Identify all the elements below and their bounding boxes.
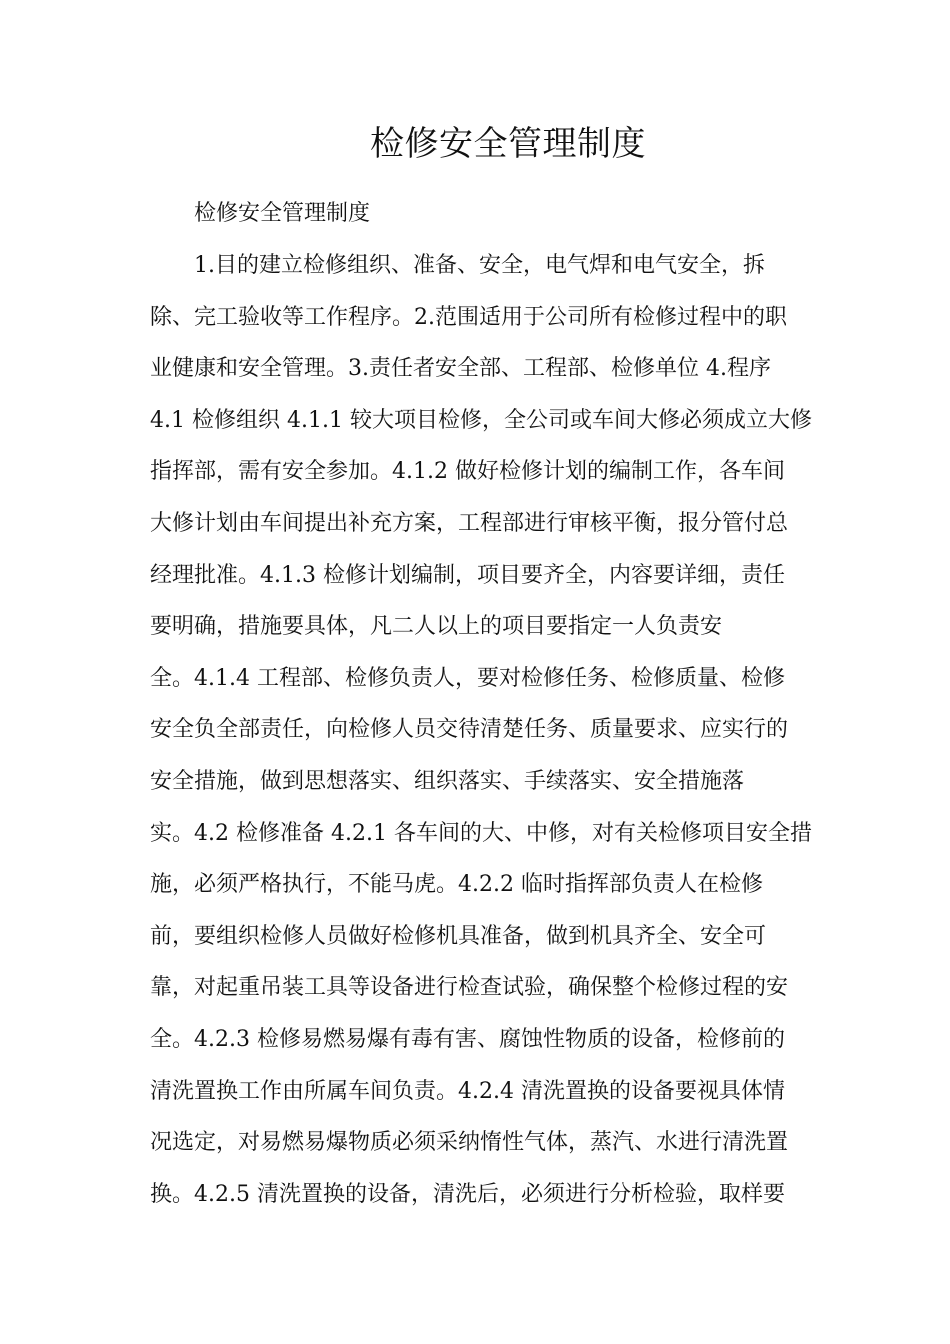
body-line: 要明确，措施要具体，凡二人以上的项目要指定一人负责安: [150, 614, 723, 640]
body-line: 经理批准。4.1.3 检修计划编制，项目要齐全，内容要详细，责任: [150, 562, 785, 588]
body-line: 实。4.2 检修准备 4.2.1 各车间的大、中修，对有关检修项目安全措: [150, 820, 812, 846]
body-line: 全。4.2.3 检修易燃易爆有毒有害、腐蚀性物质的设备，检修前的: [150, 1026, 785, 1052]
body-line: 除、完工验收等工作程序。2.范围适用于公司所有检修过程中的职: [150, 304, 787, 330]
body-line: 换。4.2.5 清洗置换的设备，清洗后，必须进行分析检验，取样要: [150, 1181, 785, 1207]
body-line: 前，要组织检修人员做好检修机具准备，做到机具齐全、安全可: [150, 923, 767, 949]
body-line: 靠，对起重吊装工具等设备进行检查试验，确保整个检修过程的安: [150, 975, 789, 1001]
document-subtitle: 检修安全管理制度: [194, 201, 371, 226]
body-line: 况选定，对易燃易爆物质必须采纳惰性气体，蒸汽、水进行清洗置: [150, 1130, 789, 1156]
body-line: 业健康和安全管理。3.责任者安全部、工程部、检修单位 4.程序: [150, 356, 771, 382]
body-line: 指挥部，需有安全参加。4.1.2 做好检修计划的编制工作，各车间: [150, 459, 785, 485]
body-line: 施，必须严格执行，不能马虎。4.2.2 临时指挥部负责人在检修: [150, 872, 763, 898]
document-body: [150, 246, 810, 1226]
body-line: 4.1 检修组织 4.1.1 较大项目检修，全公司或车间大修必须成立大修: [150, 407, 812, 433]
document-title: 检修安全管理制度: [370, 124, 646, 164]
body-line: 安全措施，做到思想落实、组织落实、手续落实、安全措施落: [150, 768, 745, 794]
body-line: 大修计划由车间提出补充方案，工程部进行审核平衡，报分管付总: [150, 510, 789, 536]
body-line: 安全负全部责任，向检修人员交待清楚任务、质量要求、应实行的: [150, 717, 789, 743]
body-line: 1.目的建立检修组织、准备、安全，电气焊和电气安全，拆: [194, 253, 765, 278]
body-line: 全。4.1.4 工程部、检修负责人，要对检修任务、检修质量、检修: [150, 665, 785, 691]
body-line: 清洗置换工作由所属车间负责。4.2.4 清洗置换的设备要视具体情: [150, 1078, 785, 1104]
